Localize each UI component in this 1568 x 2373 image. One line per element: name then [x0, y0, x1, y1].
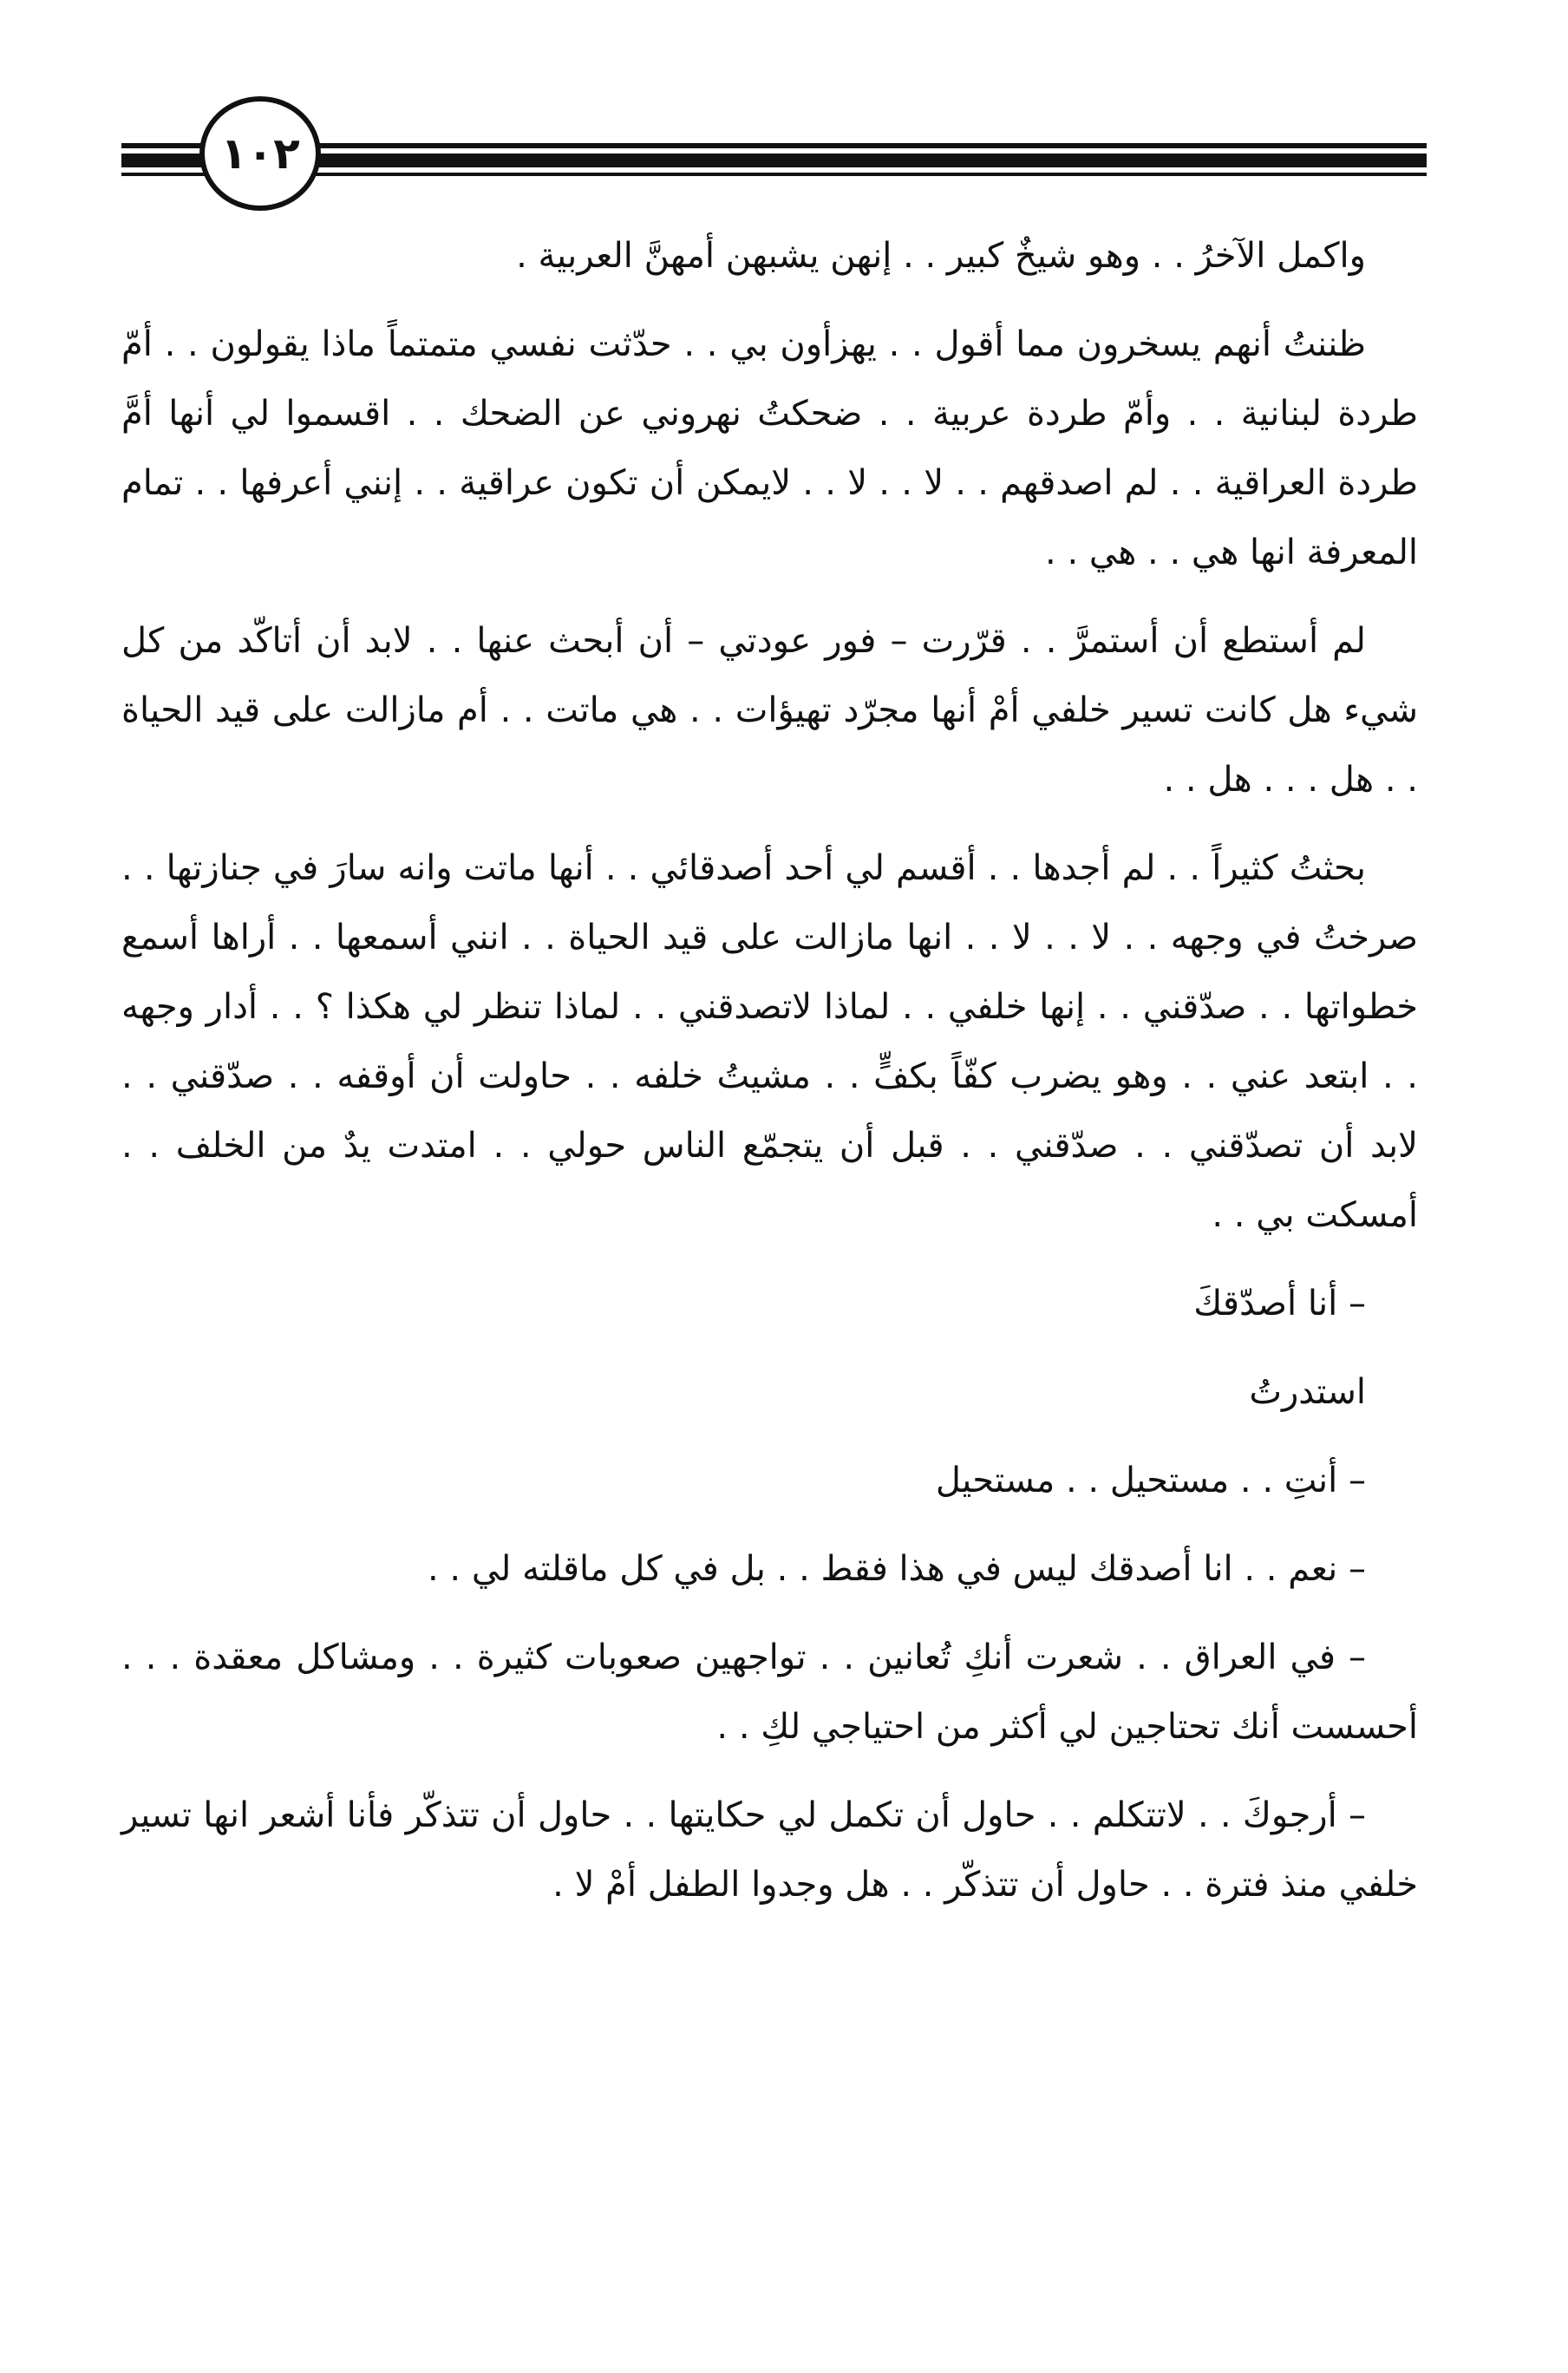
dialog-line: – نعم . . انا أصدقك ليس في هذا فقط . . بل في كل ماقلته لي . .	[427, 1549, 1366, 1589]
paragraph: لم أستطع أن أستمرَّ . . قرّرت – فور عودتي – أن أبحث عنها . . لابد أن أتاكّد من كل شيء هل كانت تسير خلفي أمْ أنها مجرّد تهيؤات . . هي ماتت . . أم مازالت على قيد الحياة . . هل . . . هل . .	[121, 621, 1418, 800]
dialog-line: – أرجوكَ . . لاتتكلم . . حاول أن تكمل لي حكايتها . . حاول أن تتذكّر فأنا أشعر انها تسير خلفي منذ فترة . . حاول أن تتذكّر . . هل وجدوا الطفل أمْ لا .	[121, 1795, 1418, 1905]
page-body	[121, 221, 1418, 1938]
dialog-line: – أنا أصدّقكَ	[1193, 1284, 1366, 1324]
paragraph: بحثتُ كثيراً . . لم أجدها . . أقسم لي أحد أصدقائي . . أنها ماتت وانه سارَ في جنازتها . . صرختُ في وجهه . . لا . . لا . . انها مازالت على قيد الحياة . . انني أسمعها . . أراها أسمع خطواتها . . صدّقني . . إنها خلفي . . لماذا لاتصدقني . . لماذا تنظر لي هكذا ؟ . . أدار وجهه . . ابتعد عني . . وهو يضرب كفّاً بكفٍّ . . مشيتُ خلفه . . حاولت أن أوقفه . . صدّقني . . لابد أن تصدّقني . . صدّقني . . قبل أن يتجمّع الناس حولي . . امتدت يدٌ من الخلف . . أمسكت بي . .	[121, 848, 1418, 1235]
paragraph: ظننتُ أنهم يسخرون مما أقول . . يهزأون بي . . حدّثت نفسي متمتماً ماذا يقولون . . أمّ طردة لبنانية . . وأمّ طردة عربية . . ضحكتُ نهروني عن الضحك . . اقسموا لي أنها أمَّ طردة العراقية . . لم اصدقهم . . لا . . لا . . لايمكن أن تكون عراقية . . إنني أعرفها . . تمام المعرفة انها هي . . هي . .	[121, 324, 1418, 572]
dialog-line: – أنتِ . . مستحيل . . مستحيل	[935, 1461, 1366, 1500]
dialog-line: – في العراق . . شعرت أنكِ تُعانين . . تواجهين صعوبات كثيرة . . ومشاكل معقدة . . . أحسست أنك تحتاجين لي أكثر من احتياجي لكِ . .	[121, 1638, 1418, 1747]
page-header	[121, 91, 1427, 208]
paragraph: استدرتُ	[1249, 1372, 1366, 1412]
page-number-badge	[199, 96, 321, 211]
page-number: ١٠٢	[220, 128, 300, 179]
paragraph: واكمل الآخرُ . . وهو شيخٌ كبير . . إنهن يشبهن أمهنَّ العربية .	[516, 236, 1366, 276]
